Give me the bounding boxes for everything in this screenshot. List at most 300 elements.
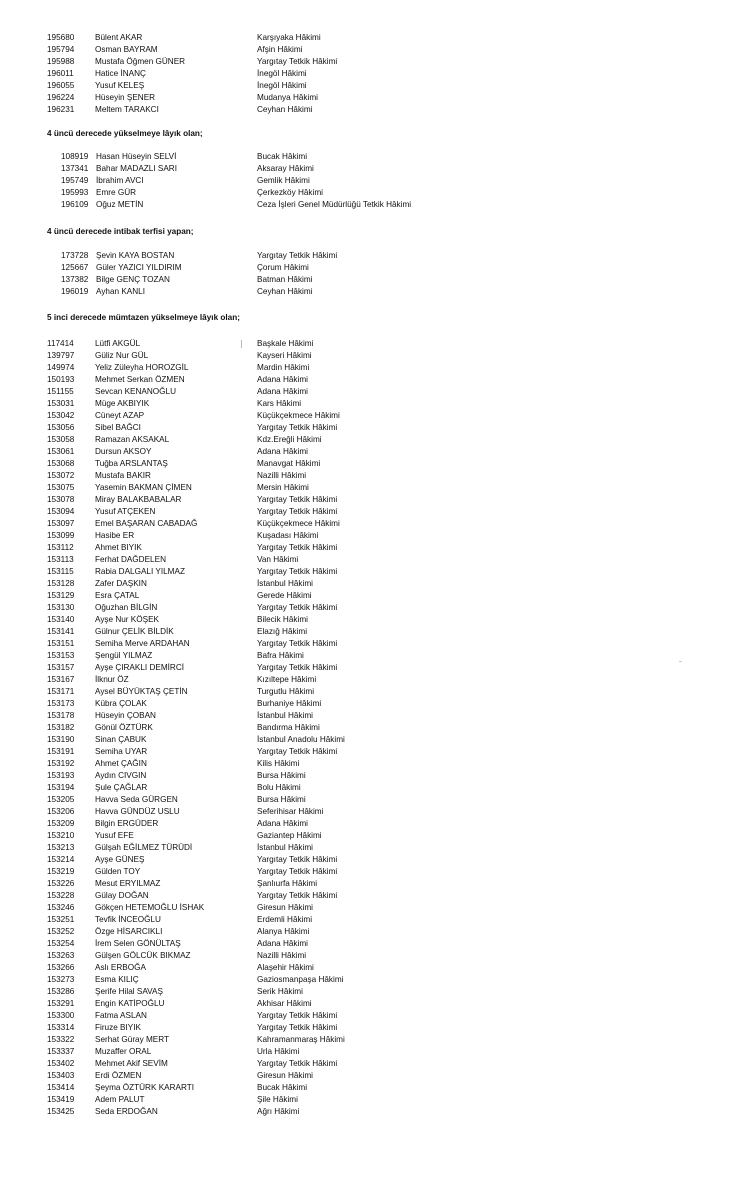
person-name: Yusuf ATÇEKEN [95, 507, 156, 516]
court-title: Bafra Hâkimi [257, 651, 304, 660]
list-item [0, 422, 746, 434]
list-item [0, 674, 746, 686]
court-title: Yargıtay Tetkik Hâkimi [257, 1011, 338, 1020]
person-name: Hüseyin ŞENER [95, 93, 156, 102]
person-name: Muzaffer ORAL [95, 1047, 152, 1056]
person-name: Ayhan KANLI [96, 287, 146, 296]
person-name: Serhat Güray MERT [95, 1035, 170, 1044]
list-item [0, 187, 746, 199]
court-title: Yargıtay Tetkik Hâkimi [257, 855, 338, 864]
court-title: Alanya Hâkimi [257, 927, 310, 936]
record-id: 153219 [47, 867, 75, 876]
record-id: 153206 [47, 807, 75, 816]
record-id: 153314 [47, 1023, 75, 1032]
court-title: Küçükçekmece Hâkimi [257, 411, 340, 420]
record-id: 125667 [61, 263, 89, 272]
person-name: Tevfik İNCEOĞLU [95, 915, 161, 924]
person-name: Gülşen GÖLCÜK BIKMAZ [95, 951, 191, 960]
list-item [0, 998, 746, 1010]
person-name: Sinan ÇABUK [95, 735, 147, 744]
section-heading-4-yukselme: 4 üncü derecede yükselmeye lâyık olan; [47, 129, 203, 138]
person-name: Havva Seda GÜRGEN [95, 795, 178, 804]
court-title: İstanbul Hâkimi [257, 711, 313, 720]
court-title: Şile Hâkimi [257, 1095, 298, 1104]
person-name: Şule ÇAĞLAR [95, 783, 148, 792]
record-id: 153228 [47, 891, 75, 900]
court-title: Adana Hâkimi [257, 387, 308, 396]
record-id: 153337 [47, 1047, 75, 1056]
record-id: 153254 [47, 939, 75, 948]
record-id: 151155 [47, 387, 74, 396]
list-item [0, 1058, 746, 1070]
record-id: 153178 [47, 711, 75, 720]
record-id: 153214 [47, 855, 75, 864]
list-item [0, 32, 746, 44]
person-name: Gülden TOY [95, 867, 141, 876]
person-name: Esma KILIÇ [95, 975, 139, 984]
record-id: 153167 [47, 675, 75, 684]
list-item [0, 758, 746, 770]
list-item [0, 410, 746, 422]
record-id: 195988 [47, 57, 75, 66]
court-title: Gemlik Hâkimi [257, 176, 310, 185]
person-name: Gülnur ÇELİK BİLDİK [95, 627, 174, 636]
list-item [0, 1070, 746, 1082]
court-title: Yargıtay Tetkik Hâkimi [257, 663, 338, 672]
person-name: Mesut ERYILMAZ [95, 879, 161, 888]
list-item [0, 782, 746, 794]
court-title: İstanbul Hâkimi [257, 579, 313, 588]
court-title: İnegöl Hâkimi [257, 69, 307, 78]
court-title: Batman Hâkimi [257, 275, 313, 284]
person-name: Sibel BAĞCI [95, 423, 141, 432]
scan-mark [241, 340, 242, 348]
court-title: Mardin Hâkimi [257, 363, 310, 372]
person-name: Ahmet ÇAĞIN [95, 759, 147, 768]
list-item [0, 686, 746, 698]
court-title: Bilecik Hâkimi [257, 615, 308, 624]
court-title: Yargıtay Tetkik Hâkimi [257, 495, 338, 504]
list-item [0, 338, 746, 350]
list-item [0, 199, 746, 211]
list-item [0, 274, 746, 286]
list-item [0, 734, 746, 746]
court-title: Kdz.Ereğli Hâkimi [257, 435, 322, 444]
person-name: Ayşe Nur KÖŞEK [95, 615, 160, 624]
court-title: Bucak Hâkimi [257, 1083, 308, 1092]
section-heading-4-intibak: 4 üncü derecede intibak terfisi yapan; [47, 227, 194, 236]
person-name: Gülşah EĞİLMEZ TÜRÜDİ [95, 843, 193, 852]
court-title: İstanbul Anadolu Hâkimi [257, 735, 345, 744]
list-item [0, 794, 746, 806]
person-name: Hasibe ER [95, 531, 135, 540]
court-title: Ceyhan Hâkimi [257, 287, 313, 296]
court-title: Küçükçekmece Hâkimi [257, 519, 340, 528]
person-name: Havva GÜNDÜZ USLU [95, 807, 180, 816]
court-title: Bandırma Hâkimi [257, 723, 320, 732]
person-name: Bülent AKAR [95, 33, 143, 42]
list-item [0, 770, 746, 782]
person-name: İlknur ÖZ [95, 675, 129, 684]
list-item [0, 446, 746, 458]
person-name: Emel BAŞARAN CABADAĞ [95, 519, 198, 528]
list-item [0, 938, 746, 950]
person-name: Fatma ASLAN [95, 1011, 147, 1020]
court-title: Kars Hâkimi [257, 399, 302, 408]
person-name: Ferhat DAĞDELEN [95, 555, 166, 564]
record-id: 137382 [61, 275, 89, 284]
person-name: Yasemin BAKMAN ÇİMEN [95, 483, 192, 492]
court-title: Turgutlu Hâkimi [257, 687, 315, 696]
person-name: Mehmet Serkan ÖZMEN [95, 375, 185, 384]
record-id: 153425 [47, 1107, 75, 1116]
person-name: Mustafa BAKIR [95, 471, 151, 480]
court-title: Yargıtay Tetkik Hâkimi [257, 1059, 338, 1068]
scan-dot [679, 661, 682, 662]
person-name: Firuze BIYIK [95, 1023, 141, 1032]
list-item [0, 374, 746, 386]
court-title: Karşıyaka Hâkimi [257, 33, 321, 42]
person-name: Ayşe GÜNEŞ [95, 855, 145, 864]
list-item [0, 506, 746, 518]
person-name: Oğuz METİN [96, 200, 144, 209]
record-id: 173728 [61, 251, 89, 260]
court-title: Yargıtay Tetkik Hâkimi [257, 507, 338, 516]
record-id: 153194 [47, 783, 75, 792]
record-id: 195749 [61, 176, 89, 185]
person-name: Aydın CIVGIN [95, 771, 147, 780]
court-title: Yargıtay Tetkik Hâkimi [257, 867, 338, 876]
list-item [0, 614, 746, 626]
record-id: 153068 [47, 459, 75, 468]
record-id: 153414 [47, 1083, 75, 1092]
person-name: Sevcan KENANOĞLU [95, 387, 176, 396]
list-item [0, 878, 746, 890]
record-id: 195680 [47, 33, 75, 42]
record-id: 153031 [47, 399, 75, 408]
list-item [0, 1046, 746, 1058]
person-name: Hatice İNANÇ [95, 69, 146, 78]
record-id: 196055 [47, 81, 75, 90]
court-title: Yargıtay Tetkik Hâkimi [257, 423, 338, 432]
person-name: Gökçen HETEMOĞLU İSHAK [95, 903, 205, 912]
section-continued-list [0, 32, 746, 116]
record-id: 196224 [47, 93, 75, 102]
person-name: Bilgin ERGÜDER [95, 819, 159, 828]
court-title: Yargıtay Tetkik Hâkimi [257, 603, 338, 612]
record-id: 108919 [61, 152, 89, 161]
court-title: Akhisar Hâkimi [257, 999, 312, 1008]
record-id: 137341 [61, 164, 89, 173]
record-id: 153097 [47, 519, 75, 528]
record-id: 153286 [47, 987, 75, 996]
person-name: Yusuf EFE [95, 831, 134, 840]
record-id: 196019 [61, 287, 89, 296]
section-heading-5-mumtazen: 5 inci derecede mümtazen yükselmeye lâyık olan; [47, 313, 240, 322]
court-title: Kayseri Hâkimi [257, 351, 312, 360]
person-name: Ayşe ÇIRAKLI DEMİRCİ [95, 663, 185, 672]
person-name: Şengül YILMAZ [95, 651, 153, 660]
list-item [0, 626, 746, 638]
court-title: Çerkezköy Hâkimi [257, 188, 323, 197]
record-id: 153263 [47, 951, 75, 960]
record-id: 153099 [47, 531, 75, 540]
list-item [0, 1106, 746, 1118]
court-title: Gaziosmanpaşa Hâkimi [257, 975, 344, 984]
record-id: 196231 [47, 105, 75, 114]
person-name: Şeyma ÖZTÜRK KARARTI [95, 1083, 195, 1092]
record-id: 153291 [47, 999, 75, 1008]
record-id: 153140 [47, 615, 75, 624]
list-item [0, 470, 746, 482]
court-title: Giresun Hâkimi [257, 1071, 313, 1080]
court-title: Seferihisar Hâkimi [257, 807, 324, 816]
record-id: 153226 [47, 879, 75, 888]
list-item [0, 68, 746, 80]
record-id: 153403 [47, 1071, 75, 1080]
person-name: Semiha Merve ARDAHAN [95, 639, 190, 648]
person-name: Ramazan AKSAKAL [95, 435, 170, 444]
record-id: 153157 [47, 663, 75, 672]
person-name: Semiha UYAR [95, 747, 148, 756]
court-title: Mersin Hâkimi [257, 483, 309, 492]
record-id: 153191 [47, 747, 75, 756]
person-name: Osman BAYRAM [95, 45, 158, 54]
person-name: Dursun AKSOY [95, 447, 152, 456]
person-name: Aysel BÜYÜKTAŞ ÇETİN [95, 687, 188, 696]
person-name: Tuğba ARSLANTAŞ [95, 459, 168, 468]
list-item [0, 80, 746, 92]
person-name: Aslı ERBOĞA [95, 963, 146, 972]
list-item [0, 434, 746, 446]
person-name: Bilge GENÇ TOZAN [96, 275, 170, 284]
court-title: Burhaniye Hâkimi [257, 699, 322, 708]
record-id: 150193 [47, 375, 75, 384]
list-item [0, 494, 746, 506]
person-name: Hasan Hüseyin SELVİ [96, 152, 177, 161]
court-title: Manavgat Hâkimi [257, 459, 321, 468]
court-title: Ağrı Hâkimi [257, 1107, 300, 1116]
record-id: 153273 [47, 975, 75, 984]
record-id: 153419 [47, 1095, 75, 1104]
person-name: Yeliz Züleyha HOROZGİL [95, 363, 189, 372]
record-id: 153153 [47, 651, 75, 660]
record-id: 139797 [47, 351, 75, 360]
person-name: Güler YAZICI YILDIRIM [96, 263, 182, 272]
court-title: Van Hâkimi [257, 555, 299, 564]
list-item [0, 698, 746, 710]
list-item [0, 362, 746, 374]
record-id: 153192 [47, 759, 75, 768]
court-title: Adana Hâkimi [257, 819, 308, 828]
court-title: Mudanya Hâkimi [257, 93, 318, 102]
record-id: 153128 [47, 579, 75, 588]
court-title: Ceza İşleri Genel Müdürlüğü Tetkik Hâkimi [257, 200, 412, 209]
record-id: 153190 [47, 735, 75, 744]
record-id: 153171 [47, 687, 75, 696]
record-id: 153173 [47, 699, 75, 708]
record-id: 153072 [47, 471, 75, 480]
list-item [0, 530, 746, 542]
record-id: 153151 [47, 639, 75, 648]
record-id: 195794 [47, 45, 75, 54]
person-name: Oğuzhan BİLGİN [95, 603, 158, 612]
record-id: 153300 [47, 1011, 75, 1020]
list-item [0, 56, 746, 68]
court-title: Yargıtay Tetkik Hâkimi [257, 891, 338, 900]
person-name: Yusuf KELEŞ [95, 81, 145, 90]
person-name: Mehmet Akif SEVİM [95, 1059, 168, 1068]
person-name: Mustafa Öğmen GÜNER [95, 57, 186, 66]
section-4-yukselme-list [0, 151, 746, 211]
person-name: Zafer DAŞKIN [95, 579, 147, 588]
record-id: 153058 [47, 435, 75, 444]
record-id: 153182 [47, 723, 75, 732]
list-item [0, 1094, 746, 1106]
list-item [0, 926, 746, 938]
court-title: Şanlıurfa Hâkimi [257, 879, 318, 888]
record-id: 153061 [47, 447, 75, 456]
person-name: Hüseyin ÇOBAN [95, 711, 156, 720]
list-item [0, 262, 746, 274]
court-title: Gaziantep Hâkimi [257, 831, 322, 840]
list-item [0, 398, 746, 410]
list-item [0, 854, 746, 866]
list-item [0, 458, 746, 470]
court-title: Afşin Hâkimi [257, 45, 303, 54]
person-name: Şerife Hilal SAVAŞ [95, 987, 163, 996]
person-name: Cüneyt AZAP [95, 411, 145, 420]
record-id: 153112 [47, 543, 74, 552]
person-name: Gönül ÖZTÜRK [95, 723, 153, 732]
record-id: 153078 [47, 495, 75, 504]
list-item [0, 602, 746, 614]
list-item [0, 175, 746, 187]
court-title: Nazilli Hâkimi [257, 471, 307, 480]
court-title: Giresun Hâkimi [257, 903, 313, 912]
list-item [0, 566, 746, 578]
list-item [0, 746, 746, 758]
person-name: Erdi ÖZMEN [95, 1071, 142, 1080]
list-item [0, 662, 746, 674]
list-item [0, 950, 746, 962]
court-title: İnegöl Hâkimi [257, 81, 307, 90]
record-id: 153193 [47, 771, 75, 780]
court-title: Yargıtay Tetkik Hâkimi [257, 543, 338, 552]
list-item [0, 962, 746, 974]
list-item [0, 1010, 746, 1022]
list-item [0, 104, 746, 116]
record-id: 153113 [47, 555, 74, 564]
list-item [0, 386, 746, 398]
record-id: 153205 [47, 795, 75, 804]
record-id: 153246 [47, 903, 75, 912]
court-title: Yargıtay Tetkik Hâkimi [257, 251, 338, 260]
record-id: 153210 [47, 831, 75, 840]
person-name: Esra ÇATAL [95, 591, 140, 600]
court-title: Bolu Hâkimi [257, 783, 301, 792]
record-id: 117414 [47, 339, 74, 348]
list-item [0, 710, 746, 722]
record-id: 196109 [61, 200, 89, 209]
court-title: Başkale Hâkimi [257, 339, 314, 348]
person-name: İbrahim AVCI [96, 176, 144, 185]
record-id: 153129 [47, 591, 75, 600]
list-item [0, 986, 746, 998]
record-id: 153266 [47, 963, 75, 972]
court-title: Aksaray Hâkimi [257, 164, 314, 173]
court-title: Bursa Hâkimi [257, 771, 306, 780]
person-name: Gülay DOĞAN [95, 891, 149, 900]
person-name: Seda ERDOĞAN [95, 1107, 158, 1116]
person-name: Müge AKBIYIK [95, 399, 150, 408]
list-item [0, 92, 746, 104]
court-title: Bucak Hâkimi [257, 152, 308, 161]
person-name: Özge HİSARCIKLI [95, 927, 163, 936]
list-item [0, 578, 746, 590]
court-title: Yargıtay Tetkik Hâkimi [257, 639, 338, 648]
court-title: Çorum Hâkimi [257, 263, 309, 272]
list-item [0, 1034, 746, 1046]
record-id: 195993 [61, 188, 89, 197]
list-item [0, 806, 746, 818]
court-title: Bursa Hâkimi [257, 795, 306, 804]
person-name: Şevin KAYA BOSTAN [96, 251, 175, 260]
record-id: 153094 [47, 507, 75, 516]
list-item [0, 518, 746, 530]
court-title: Yargıtay Tetkik Hâkimi [257, 57, 338, 66]
list-item [0, 890, 746, 902]
court-title: Gerede Hâkimi [257, 591, 312, 600]
record-id: 153252 [47, 927, 75, 936]
list-item [0, 902, 746, 914]
record-id: 153322 [47, 1035, 75, 1044]
record-id: 153402 [47, 1059, 75, 1068]
court-title: Yargıtay Tetkik Hâkimi [257, 567, 338, 576]
record-id: 153115 [47, 567, 74, 576]
list-item [0, 638, 746, 650]
list-item [0, 590, 746, 602]
court-title: Kuşadası Hâkimi [257, 531, 319, 540]
court-title: Alaşehir Hâkimi [257, 963, 314, 972]
list-item [0, 482, 746, 494]
list-item [0, 914, 746, 926]
court-title: Serik Hâkimi [257, 987, 303, 996]
list-item [0, 974, 746, 986]
record-id: 153075 [47, 483, 75, 492]
record-id: 196011 [47, 69, 74, 78]
list-item [0, 650, 746, 662]
court-title: Urla Hâkimi [257, 1047, 300, 1056]
list-item [0, 842, 746, 854]
court-title: Adana Hâkimi [257, 939, 308, 948]
list-item [0, 554, 746, 566]
list-item [0, 44, 746, 56]
record-id: 153209 [47, 819, 75, 828]
court-title: Elazığ Hâkimi [257, 627, 308, 636]
person-name: Engin KATİPOĞLU [95, 999, 165, 1008]
court-title: Kızıltepe Hâkimi [257, 675, 317, 684]
list-item [0, 542, 746, 554]
list-item [0, 722, 746, 734]
record-id: 153141 [47, 627, 75, 636]
section-4-intibak-list [0, 250, 746, 298]
person-name: Miray BALAKBABALAR [95, 495, 182, 504]
person-name: İrem Selen GÖNÜLTAŞ [95, 939, 181, 948]
court-title: Kilis Hâkimi [257, 759, 300, 768]
record-id: 153056 [47, 423, 75, 432]
person-name: Emre GÜR [96, 188, 137, 197]
